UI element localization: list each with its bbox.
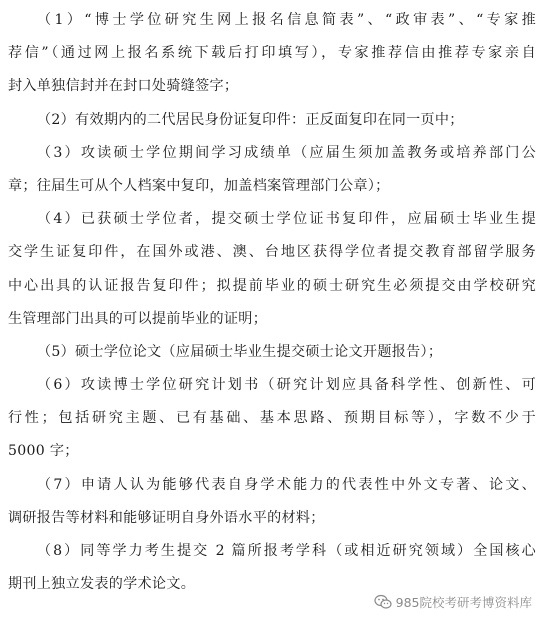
- watermark-text: 985院校考研考博资料库: [395, 595, 532, 610]
- text-line-8: 交学生证复印件，在国外或港、澳、台地区获得学位者提交教育部留学服务: [8, 244, 536, 261]
- text-line-12: （6）攻读博士学位研究计划书（研究计划应具备科学性、创新性、可: [37, 377, 536, 394]
- text-line-11: （5）硕士学位论文（应届硕士毕业生提交硕士论文开题报告）；: [37, 343, 443, 360]
- text-line-3: 封入单独信封并在封口处骑缝签字；: [8, 78, 239, 95]
- text-line-4: （2）有效期内的二代居民身份证复印件：正反面复印在同一页中；: [37, 111, 464, 128]
- text-line-17: （8）同等学力考生提交 2 篇所报考学科（或相近研究领域）全国核心: [37, 543, 536, 559]
- text-line-13: 行性；包括研究主题、已有基础、基本思路、预期目标等），字数不少于: [8, 410, 536, 427]
- watermark: [371, 592, 535, 612]
- text-line-14: 5000 字；: [8, 443, 79, 460]
- text-line-5: （3）攻读硕士学位期间学习成绩单（应届生须加盖教务或培养部门公: [37, 144, 536, 161]
- text-line-1: （1）“博士学位研究生网上报名信息简表”、“政审表”、“专家推: [37, 12, 536, 28]
- text-line-16: 调研报告等材料和能够证明自身外语水平的材料；: [8, 509, 325, 526]
- text-line-7: （4）已获硕士学位者，提交硕士学位证书复印件，应届硕士毕业生提: [37, 211, 536, 228]
- text-line-10: 生管理部门出具的可以提前毕业的证明；: [8, 310, 268, 327]
- text-line-15: （7）申请人认为能够代表自身学术能力的代表性中外文专著、论文、: [37, 476, 536, 493]
- text-line-9: 中心出具的认证报告复印件；拟提前毕业的硕士研究生必须提交由学校研究: [8, 277, 536, 294]
- text-line-2: 荐信”（通过网上报名系统下载后打印填写），专家推荐信由推荐专家亲自: [8, 45, 536, 62]
- text-line-6: 章；往届生可从个人档案中复印，加盖档案管理部门公章）；: [8, 177, 390, 194]
- wechat-icon: [374, 594, 392, 610]
- document-body: [8, 4, 536, 601]
- text-line-18: 期刊上独立发表的学术论文。: [8, 576, 196, 593]
